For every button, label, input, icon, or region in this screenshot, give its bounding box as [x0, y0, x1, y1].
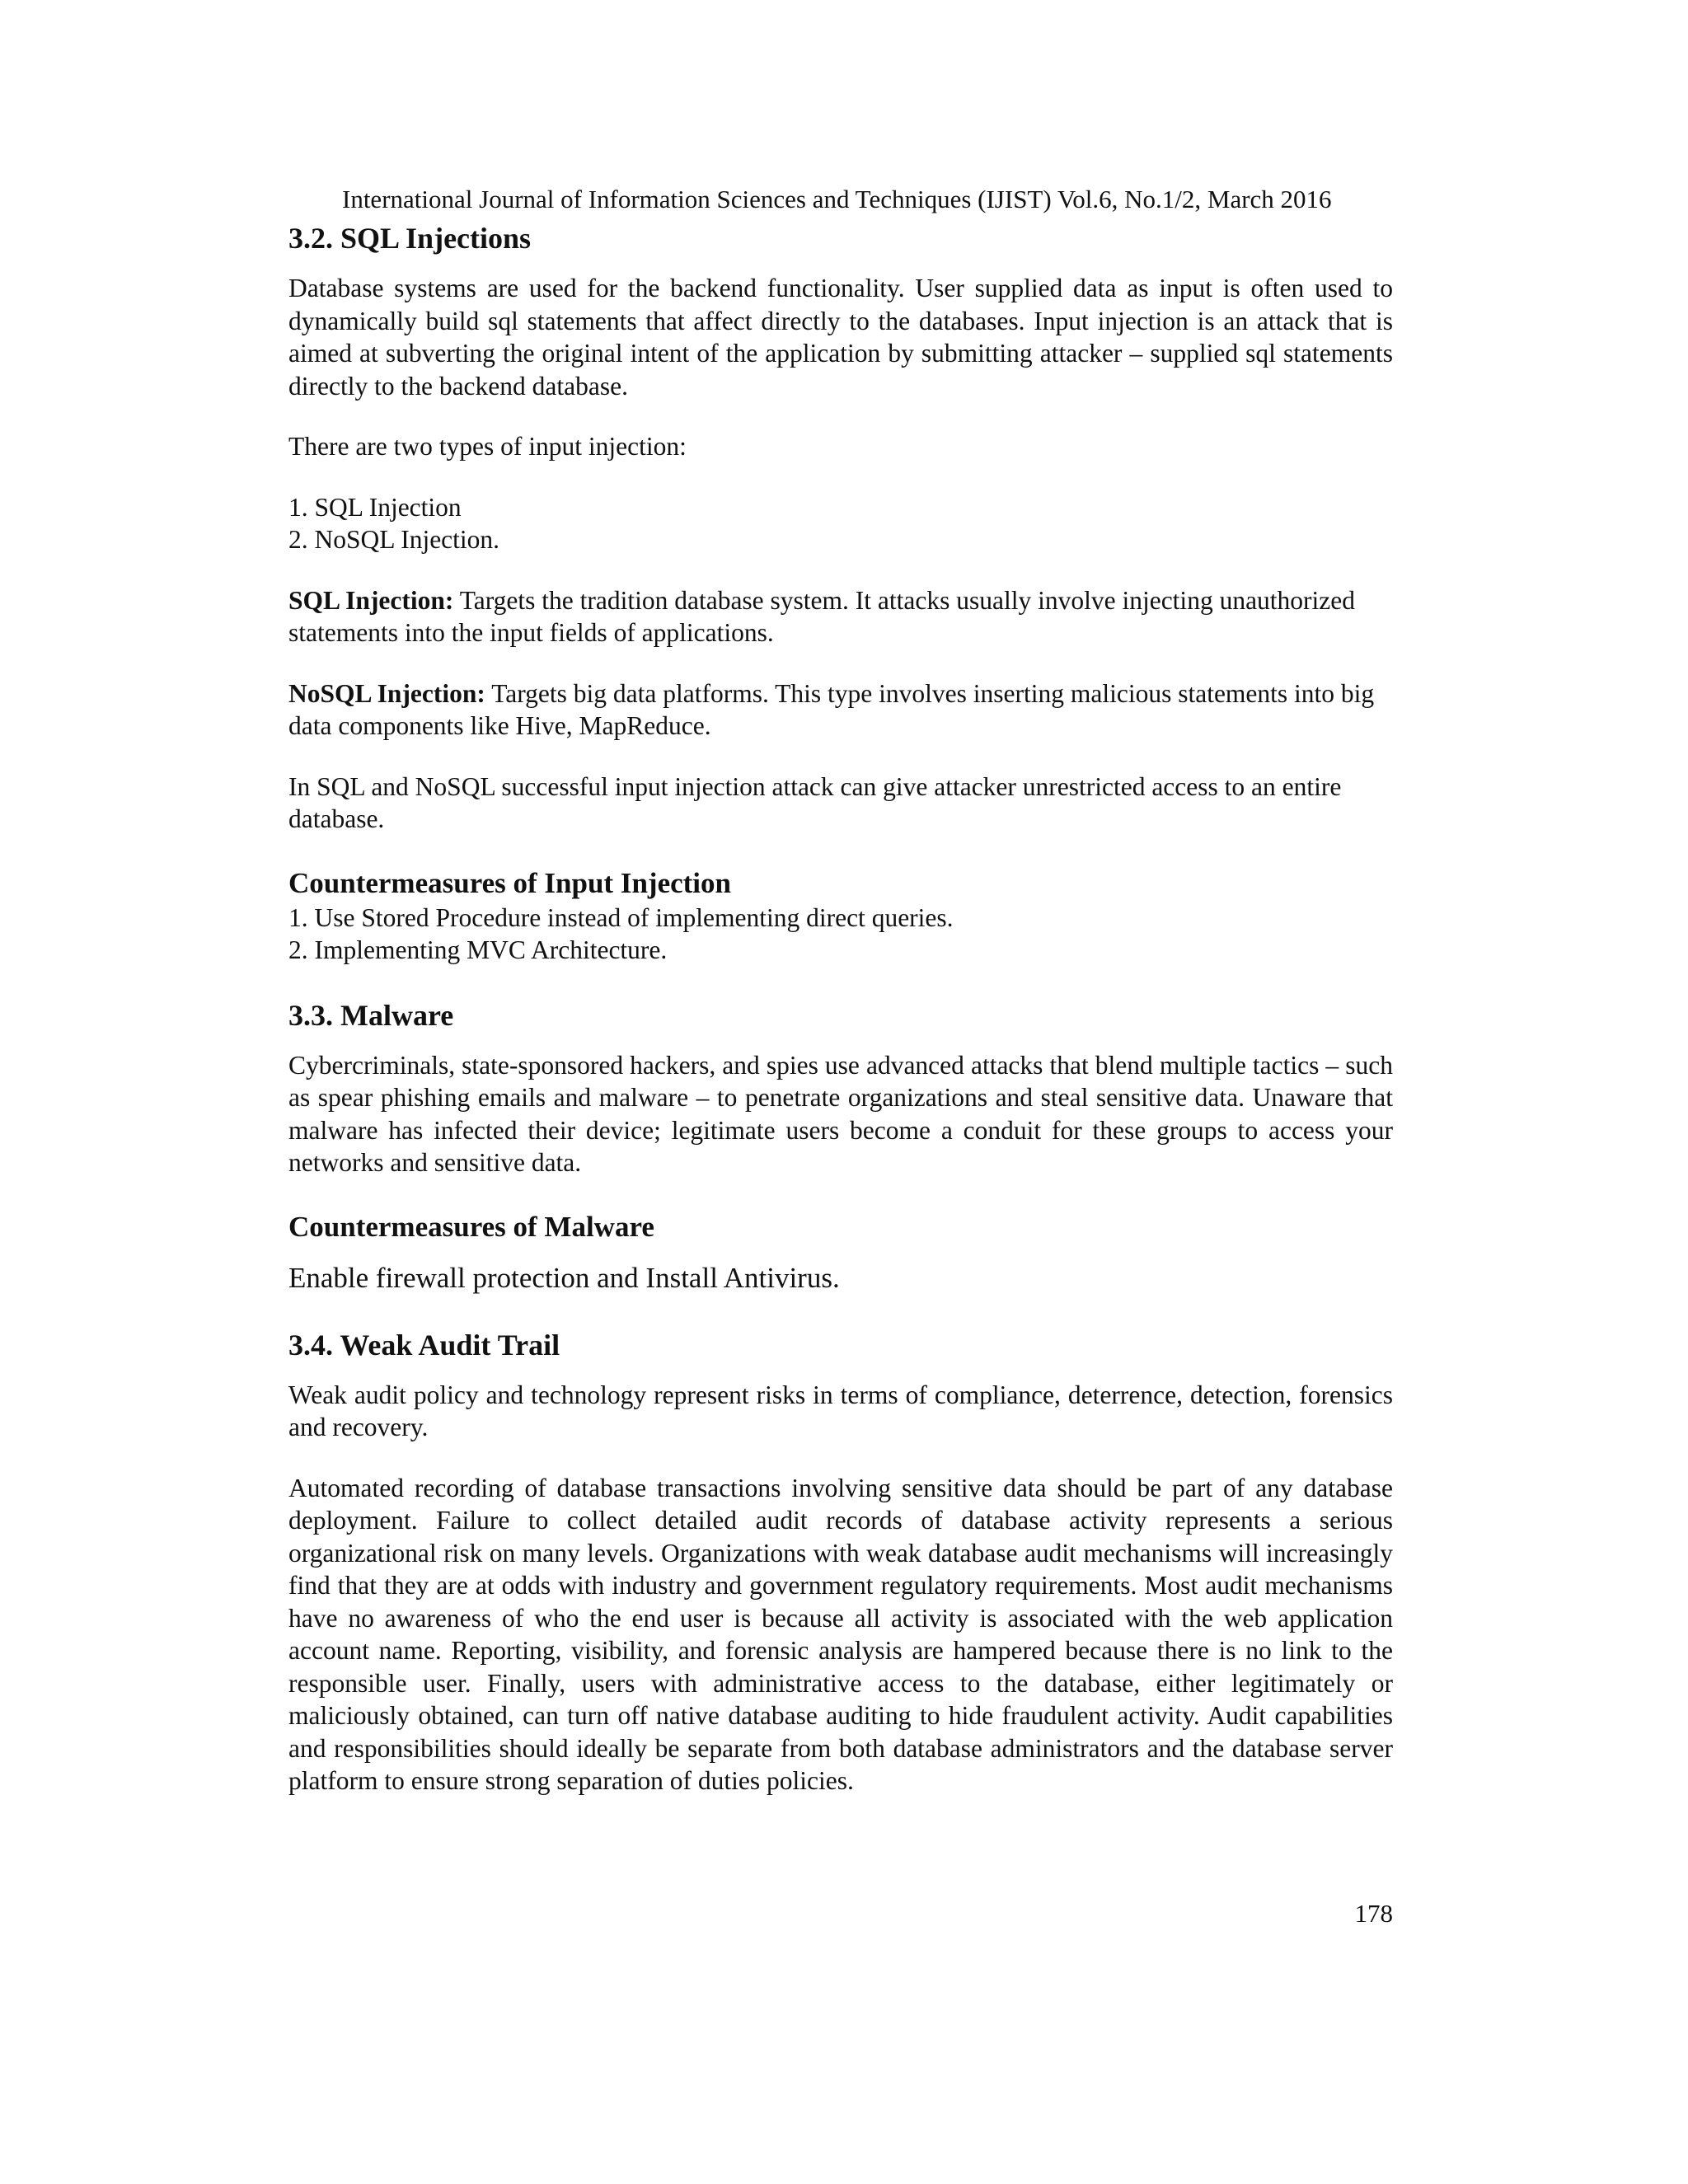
section-3-3-paragraph-1: Cybercriminals, state-sponsored hackers, and spies use advanced attacks that blend multiple tactics – such as spear phishing emails and malware – to penetrate organizations and steal sensitive data. Unaware that malware has infected their device; legitimate users become a conduit for these groups to access your networks and sensitive data. — [288, 1050, 1393, 1177]
sql-injection-text: Targets the tradition database system. It attacks usually involve injecting unauthorized statements into the input fields of applications. — [288, 585, 1356, 647]
sql-injection-definition — [288, 584, 1393, 649]
input-injection-countermeasure-2: 2. Implementing MVC Architecture. — [288, 935, 668, 964]
sql-injection-label: SQL Injection: — [288, 585, 454, 615]
nosql-injection-text: Targets big data platforms. This type involves inserting malicious statements into big data components like Hive, MapReduce. — [288, 678, 1375, 740]
journal-header: International Journal of Information Sciences and Techniques (IJIST) Vol.6, No.1/2, March 2016 — [342, 185, 1332, 213]
input-injection-countermeasure-1: 1. Use Stored Procedure instead of implementing direct queries. — [288, 902, 954, 932]
section-3-2-paragraph-1: Database systems are used for the backend functionality. User supplied data as input is often used to dynamically build sql statements that affect directly to the databases. Input injection is an attack that is aimed at subverting the original intent of the application by submitting attacker – supplied sql statements directly to the backend database. — [288, 274, 1393, 401]
injection-type-list-item-2: 2. NoSQL Injection. — [288, 525, 500, 554]
nosql-injection-label: NoSQL Injection: — [288, 678, 485, 708]
section-3-2-title: 3.2. SQL Injections — [288, 222, 532, 255]
section-3-2-paragraph-3: In SQL and NoSQL successful input injection attack can give attacker unrestricted access to an entire database. — [288, 771, 1342, 833]
section-3-4-paragraph-1: Weak audit policy and technology represent risks in terms of compliance, deterrence, detection, forensics and recovery. — [288, 1380, 1393, 1441]
injection-type-list-item-1: 1. SQL Injection — [288, 492, 462, 522]
malware-countermeasures-text: Enable firewall protection and Install Antivirus. — [288, 1261, 840, 1294]
page-number: 178 — [1354, 1899, 1393, 1928]
section-3-3-title: 3.3. Malware — [288, 998, 454, 1032]
section-3-2-paragraph-2: There are two types of input injection: — [288, 432, 687, 461]
input-injection-countermeasures-title: Countermeasures of Input Injection — [288, 866, 731, 899]
section-3-4-title: 3.4. Weak Audit Trail — [288, 1328, 560, 1361]
page-content — [288, 219, 1393, 1797]
nosql-injection-definition — [288, 677, 1393, 743]
section-3-4-paragraph-2: Automated recording of database transactions involving sensitive data should be part of any database deployment. Failure to collect detailed audit records of database activity represents a serious organizational risk on many levels. Organizations with weak database audit mechanisms will increasingly find that they are at odds with industry and government regulatory requirements. Most audit mechanisms have no awareness of who the end user is because all activity is associated with the web application account name. Reporting, visibility, and forensic analysis are hampered because there is no link to the responsible user. Finally, users with administrative access to the database, either legitimately or maliciously obtained, can turn off native database auditing to hide fraudulent activity. Audit capabilities and responsibilities should ideally be separate from both database administrators and the database server platform to ensure strong separation of duties policies. — [288, 1473, 1393, 1795]
malware-countermeasures-title: Countermeasures of Malware — [288, 1210, 654, 1243]
